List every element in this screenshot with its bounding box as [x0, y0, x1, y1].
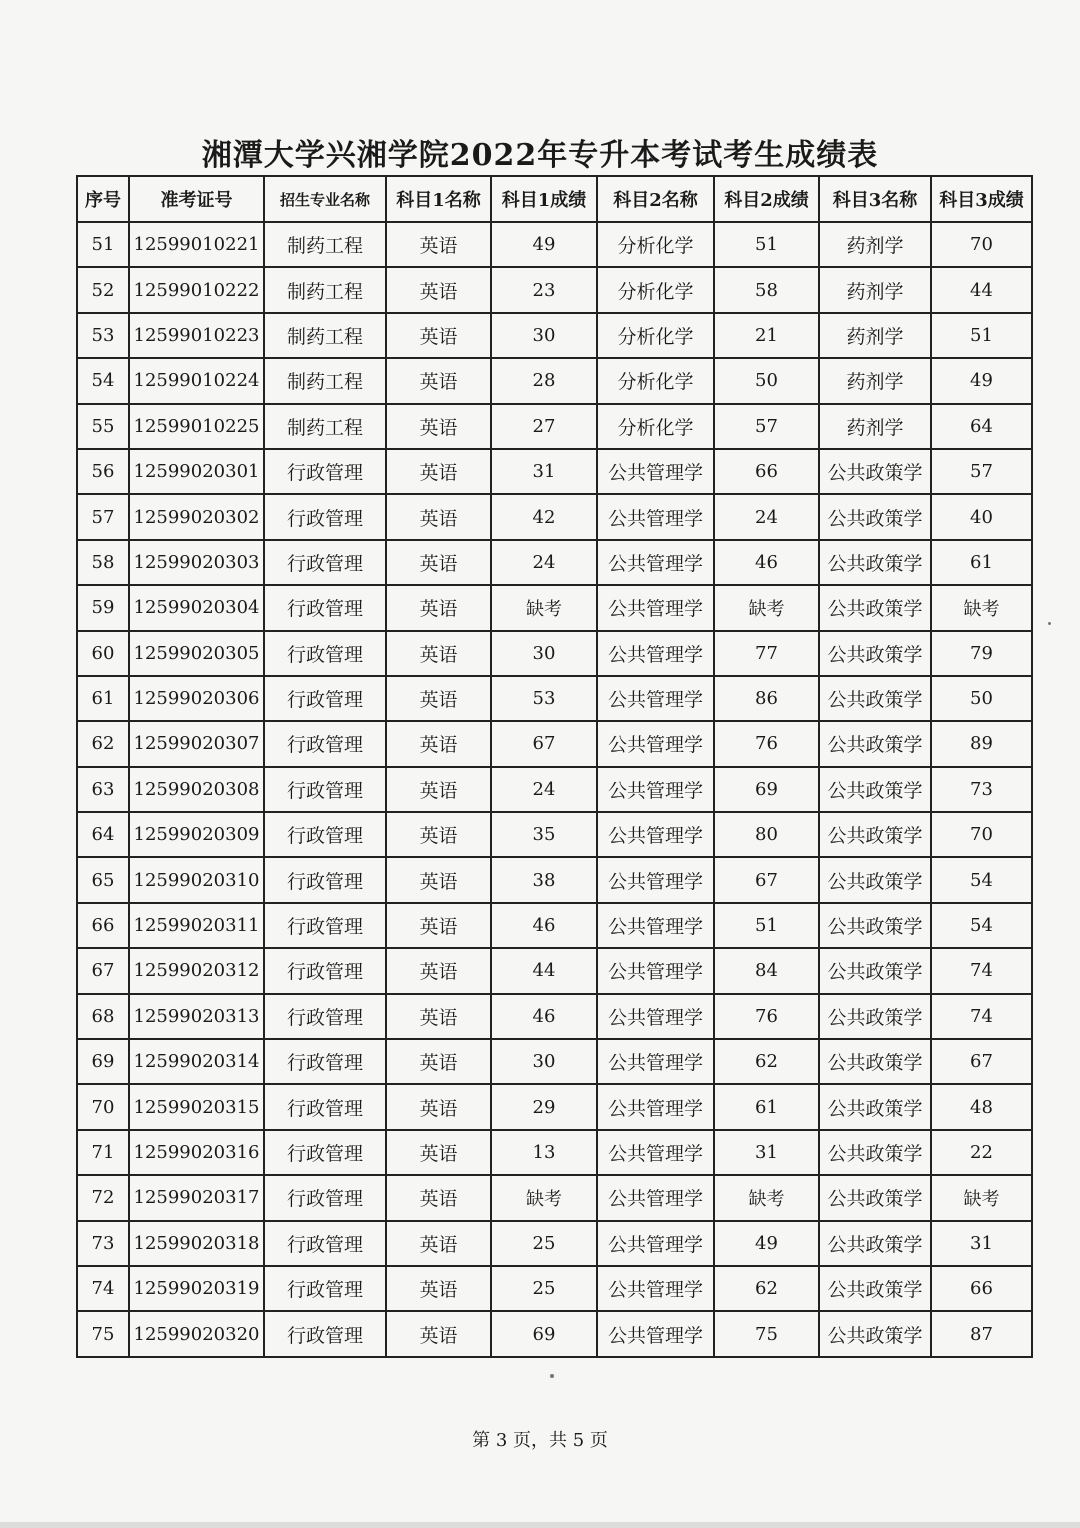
cell-subject1-score: 缺考	[491, 585, 597, 630]
cell-subject1-name: 英语	[386, 676, 491, 721]
cell-seq: 61	[77, 676, 129, 721]
cell-subject1-score: 24	[491, 540, 597, 585]
cell-exam-id: 12599020314	[129, 1039, 264, 1084]
table-row	[77, 631, 1032, 676]
table-row	[77, 222, 1032, 267]
cell-subject3-score: 51	[931, 313, 1032, 358]
cell-subject3-name: 药剂学	[819, 313, 931, 358]
cell-exam-id: 12599010225	[129, 404, 264, 449]
cell-subject3-name: 公共政策学	[819, 812, 931, 857]
cell-subject2-score: 51	[714, 222, 819, 267]
cell-subject1-name: 英语	[386, 449, 491, 494]
cell-subject1-score: 69	[491, 1311, 597, 1356]
cell-subject1-score: 46	[491, 903, 597, 948]
cell-exam-id: 12599020316	[129, 1130, 264, 1175]
scan-speck	[550, 1374, 554, 1378]
cell-subject2-name: 公共管理学	[597, 1130, 714, 1175]
cell-subject2-score: 缺考	[714, 1175, 819, 1220]
cell-subject3-score: 48	[931, 1084, 1032, 1129]
cell-subject1-score: 53	[491, 676, 597, 721]
cell-subject1-score: 31	[491, 449, 597, 494]
cell-subject1-name: 英语	[386, 1266, 491, 1311]
cell-subject3-name: 公共政策学	[819, 1175, 931, 1220]
cell-subject1-name: 英语	[386, 494, 491, 539]
cell-subject2-name: 公共管理学	[597, 631, 714, 676]
cell-exam-id: 12599010222	[129, 267, 264, 312]
cell-subject3-name: 公共政策学	[819, 1084, 931, 1129]
cell-subject2-score: 49	[714, 1221, 819, 1266]
header-subject2-name: 科目2名称	[597, 176, 714, 222]
cell-seq: 52	[77, 267, 129, 312]
table-row	[77, 449, 1032, 494]
cell-subject3-name: 公共政策学	[819, 721, 931, 766]
cell-major: 行政管理	[264, 585, 386, 630]
table-row	[77, 1311, 1032, 1356]
cell-subject3-score: 44	[931, 267, 1032, 312]
cell-subject3-name: 药剂学	[819, 267, 931, 312]
cell-subject2-score: 61	[714, 1084, 819, 1129]
cell-subject3-name: 公共政策学	[819, 449, 931, 494]
cell-subject2-score: 86	[714, 676, 819, 721]
table-row	[77, 1039, 1032, 1084]
cell-subject3-name: 公共政策学	[819, 1130, 931, 1175]
cell-major: 行政管理	[264, 494, 386, 539]
cell-subject1-name: 英语	[386, 222, 491, 267]
cell-subject1-score: 49	[491, 222, 597, 267]
cell-subject1-name: 英语	[386, 1175, 491, 1220]
table-row	[77, 994, 1032, 1039]
cell-major: 制药工程	[264, 404, 386, 449]
cell-subject2-score: 57	[714, 404, 819, 449]
cell-exam-id: 12599020307	[129, 721, 264, 766]
cell-subject3-name: 药剂学	[819, 404, 931, 449]
cell-exam-id: 12599010221	[129, 222, 264, 267]
cell-subject3-score: 73	[931, 767, 1032, 812]
cell-subject2-score: 76	[714, 994, 819, 1039]
cell-subject1-name: 英语	[386, 267, 491, 312]
cell-subject1-name: 英语	[386, 631, 491, 676]
cell-exam-id: 12599020312	[129, 948, 264, 993]
header-subject1-score: 科目1成绩	[491, 176, 597, 222]
cell-seq: 54	[77, 358, 129, 403]
cell-seq: 55	[77, 404, 129, 449]
cell-major: 行政管理	[264, 767, 386, 812]
table-row	[77, 1084, 1032, 1129]
header-seq: 序号	[77, 176, 129, 222]
table-row	[77, 948, 1032, 993]
cell-subject1-name: 英语	[386, 812, 491, 857]
cell-subject1-score: 28	[491, 358, 597, 403]
cell-seq: 69	[77, 1039, 129, 1084]
cell-subject1-name: 英语	[386, 313, 491, 358]
cell-subject3-name: 公共政策学	[819, 585, 931, 630]
cell-subject3-name: 公共政策学	[819, 1266, 931, 1311]
cell-subject1-score: 13	[491, 1130, 597, 1175]
cell-subject2-score: 84	[714, 948, 819, 993]
cell-subject2-name: 公共管理学	[597, 812, 714, 857]
cell-exam-id: 12599020318	[129, 1221, 264, 1266]
header-subject3-name: 科目3名称	[819, 176, 931, 222]
cell-subject3-name: 公共政策学	[819, 857, 931, 902]
cell-subject2-name: 公共管理学	[597, 994, 714, 1039]
table-row	[77, 721, 1032, 766]
cell-subject1-name: 英语	[386, 948, 491, 993]
page-number: 第 3 页，共 5 页	[472, 1430, 608, 1451]
cell-subject3-name: 公共政策学	[819, 540, 931, 585]
cell-exam-id: 12599020301	[129, 449, 264, 494]
cell-subject1-score: 25	[491, 1221, 597, 1266]
cell-subject3-score: 22	[931, 1130, 1032, 1175]
cell-subject3-name: 公共政策学	[819, 494, 931, 539]
cell-seq: 59	[77, 585, 129, 630]
cell-subject3-score: 79	[931, 631, 1032, 676]
cell-subject2-score: 77	[714, 631, 819, 676]
cell-subject2-name: 公共管理学	[597, 1084, 714, 1129]
cell-subject2-name: 公共管理学	[597, 857, 714, 902]
cell-seq: 71	[77, 1130, 129, 1175]
cell-subject3-name: 公共政策学	[819, 767, 931, 812]
cell-seq: 57	[77, 494, 129, 539]
cell-subject2-name: 公共管理学	[597, 903, 714, 948]
cell-seq: 73	[77, 1221, 129, 1266]
cell-seq: 56	[77, 449, 129, 494]
cell-subject3-score: 64	[931, 404, 1032, 449]
table-row	[77, 857, 1032, 902]
cell-subject1-name: 英语	[386, 857, 491, 902]
header-subject2-score: 科目2成绩	[714, 176, 819, 222]
header-subject1-name: 科目1名称	[386, 176, 491, 222]
cell-seq: 62	[77, 721, 129, 766]
cell-subject1-name: 英语	[386, 721, 491, 766]
table-row	[77, 494, 1032, 539]
cell-subject2-name: 公共管理学	[597, 767, 714, 812]
cell-seq: 60	[77, 631, 129, 676]
cell-subject2-name: 分析化学	[597, 404, 714, 449]
cell-major: 行政管理	[264, 948, 386, 993]
table-row	[77, 585, 1032, 630]
cell-subject1-name: 英语	[386, 540, 491, 585]
cell-subject3-score: 74	[931, 948, 1032, 993]
table-row	[77, 903, 1032, 948]
cell-subject2-score: 76	[714, 721, 819, 766]
table-row	[77, 313, 1032, 358]
cell-subject1-name: 英语	[386, 1221, 491, 1266]
cell-subject1-name: 英语	[386, 1039, 491, 1084]
table-row	[77, 267, 1032, 312]
cell-exam-id: 12599020305	[129, 631, 264, 676]
cell-subject3-score: 57	[931, 449, 1032, 494]
cell-seq: 64	[77, 812, 129, 857]
cell-subject1-name: 英语	[386, 1084, 491, 1129]
cell-seq: 65	[77, 857, 129, 902]
cell-subject2-score: 58	[714, 267, 819, 312]
cell-subject3-name: 公共政策学	[819, 1311, 931, 1356]
cell-subject3-score: 89	[931, 721, 1032, 766]
cell-subject2-score: 51	[714, 903, 819, 948]
cell-subject2-name: 公共管理学	[597, 1266, 714, 1311]
cell-subject2-score: 24	[714, 494, 819, 539]
table-row	[77, 1221, 1032, 1266]
cell-subject1-score: 缺考	[491, 1175, 597, 1220]
cell-subject2-score: 67	[714, 857, 819, 902]
cell-exam-id: 12599020317	[129, 1175, 264, 1220]
cell-seq: 72	[77, 1175, 129, 1220]
cell-subject1-name: 英语	[386, 767, 491, 812]
cell-subject3-score: 61	[931, 540, 1032, 585]
cell-subject2-name: 公共管理学	[597, 540, 714, 585]
cell-exam-id: 12599010224	[129, 358, 264, 403]
cell-exam-id: 12599020319	[129, 1266, 264, 1311]
scan-edge	[0, 1522, 1080, 1528]
cell-subject1-name: 英语	[386, 585, 491, 630]
header-major: 招生专业名称	[264, 176, 386, 222]
cell-subject3-score: 缺考	[931, 1175, 1032, 1220]
cell-seq: 51	[77, 222, 129, 267]
cell-exam-id: 12599020311	[129, 903, 264, 948]
cell-subject1-score: 44	[491, 948, 597, 993]
cell-subject3-score: 31	[931, 1221, 1032, 1266]
cell-subject3-name: 药剂学	[819, 358, 931, 403]
cell-subject3-name: 药剂学	[819, 222, 931, 267]
cell-subject3-name: 公共政策学	[819, 631, 931, 676]
cell-major: 行政管理	[264, 1130, 386, 1175]
cell-major: 行政管理	[264, 676, 386, 721]
cell-major: 制药工程	[264, 222, 386, 267]
cell-subject1-score: 30	[491, 1039, 597, 1084]
cell-subject2-score: 21	[714, 313, 819, 358]
table-body	[77, 222, 1032, 1357]
cell-major: 行政管理	[264, 1221, 386, 1266]
cell-subject2-name: 分析化学	[597, 267, 714, 312]
header-exam-id: 准考证号	[129, 176, 264, 222]
cell-subject1-score: 30	[491, 313, 597, 358]
table-row	[77, 1175, 1032, 1220]
header-subject3-score: 科目3成绩	[931, 176, 1032, 222]
cell-major: 行政管理	[264, 994, 386, 1039]
cell-subject3-name: 公共政策学	[819, 676, 931, 721]
table-row	[77, 767, 1032, 812]
cell-subject3-score: 74	[931, 994, 1032, 1039]
cell-subject3-name: 公共政策学	[819, 1221, 931, 1266]
table-row	[77, 1266, 1032, 1311]
cell-subject2-name: 公共管理学	[597, 676, 714, 721]
cell-seq: 74	[77, 1266, 129, 1311]
table-row	[77, 404, 1032, 449]
cell-subject3-name: 公共政策学	[819, 994, 931, 1039]
cell-subject2-score: 75	[714, 1311, 819, 1356]
cell-major: 行政管理	[264, 903, 386, 948]
cell-major: 行政管理	[264, 540, 386, 585]
cell-subject3-score: 缺考	[931, 585, 1032, 630]
cell-subject2-score: 80	[714, 812, 819, 857]
cell-major: 行政管理	[264, 1084, 386, 1129]
cell-seq: 53	[77, 313, 129, 358]
cell-exam-id: 12599020306	[129, 676, 264, 721]
cell-subject1-score: 24	[491, 767, 597, 812]
cell-subject1-score: 42	[491, 494, 597, 539]
cell-exam-id: 12599020303	[129, 540, 264, 585]
table-row	[77, 676, 1032, 721]
cell-exam-id: 12599020302	[129, 494, 264, 539]
cell-subject3-name: 公共政策学	[819, 903, 931, 948]
cell-exam-id: 12599010223	[129, 313, 264, 358]
cell-major: 行政管理	[264, 449, 386, 494]
cell-major: 制药工程	[264, 358, 386, 403]
table-row	[77, 358, 1032, 403]
cell-subject1-score: 27	[491, 404, 597, 449]
cell-major: 行政管理	[264, 721, 386, 766]
cell-subject1-name: 英语	[386, 1311, 491, 1356]
cell-exam-id: 12599020320	[129, 1311, 264, 1356]
cell-exam-id: 12599020313	[129, 994, 264, 1039]
cell-subject2-name: 公共管理学	[597, 1039, 714, 1084]
cell-major: 制药工程	[264, 267, 386, 312]
score-table	[76, 175, 1033, 1358]
document-title: 湘潭大学兴湘学院2022年专升本考试考生成绩表	[201, 138, 879, 173]
cell-subject1-score: 35	[491, 812, 597, 857]
table-row	[77, 812, 1032, 857]
cell-seq: 70	[77, 1084, 129, 1129]
cell-seq: 67	[77, 948, 129, 993]
cell-subject1-name: 英语	[386, 903, 491, 948]
cell-seq: 63	[77, 767, 129, 812]
cell-subject3-score: 54	[931, 903, 1032, 948]
cell-subject3-score: 50	[931, 676, 1032, 721]
cell-major: 行政管理	[264, 812, 386, 857]
cell-subject2-name: 分析化学	[597, 358, 714, 403]
cell-subject1-score: 38	[491, 857, 597, 902]
cell-subject1-name: 英语	[386, 1130, 491, 1175]
cell-subject2-score: 62	[714, 1266, 819, 1311]
cell-subject1-score: 29	[491, 1084, 597, 1129]
cell-subject3-score: 70	[931, 812, 1032, 857]
cell-seq: 58	[77, 540, 129, 585]
cell-subject2-name: 公共管理学	[597, 948, 714, 993]
cell-subject3-name: 公共政策学	[819, 1039, 931, 1084]
cell-subject2-score: 31	[714, 1130, 819, 1175]
cell-major: 行政管理	[264, 1266, 386, 1311]
table-row	[77, 540, 1032, 585]
cell-subject1-score: 23	[491, 267, 597, 312]
scan-speck	[1048, 622, 1051, 625]
cell-major: 行政管理	[264, 1311, 386, 1356]
cell-major: 行政管理	[264, 857, 386, 902]
cell-subject2-score: 50	[714, 358, 819, 403]
cell-subject2-name: 公共管理学	[597, 1175, 714, 1220]
cell-exam-id: 12599020310	[129, 857, 264, 902]
cell-subject1-name: 英语	[386, 358, 491, 403]
cell-subject3-score: 40	[931, 494, 1032, 539]
cell-major: 行政管理	[264, 1175, 386, 1220]
cell-subject1-score: 30	[491, 631, 597, 676]
table-header-row	[77, 176, 1032, 222]
cell-subject2-name: 公共管理学	[597, 449, 714, 494]
table-row	[77, 1130, 1032, 1175]
cell-seq: 68	[77, 994, 129, 1039]
cell-subject1-name: 英语	[386, 404, 491, 449]
cell-subject3-score: 87	[931, 1311, 1032, 1356]
cell-major: 行政管理	[264, 1039, 386, 1084]
cell-subject2-score: 缺考	[714, 585, 819, 630]
cell-subject1-score: 67	[491, 721, 597, 766]
cell-subject1-score: 46	[491, 994, 597, 1039]
cell-subject2-name: 公共管理学	[597, 721, 714, 766]
cell-subject2-score: 62	[714, 1039, 819, 1084]
cell-subject1-name: 英语	[386, 994, 491, 1039]
cell-subject2-name: 公共管理学	[597, 494, 714, 539]
cell-subject3-score: 54	[931, 857, 1032, 902]
cell-exam-id: 12599020309	[129, 812, 264, 857]
cell-subject3-score: 66	[931, 1266, 1032, 1311]
cell-subject2-score: 69	[714, 767, 819, 812]
cell-subject2-name: 公共管理学	[597, 1221, 714, 1266]
cell-exam-id: 12599020304	[129, 585, 264, 630]
cell-major: 行政管理	[264, 631, 386, 676]
cell-subject2-name: 分析化学	[597, 313, 714, 358]
cell-subject2-score: 46	[714, 540, 819, 585]
cell-subject3-name: 公共政策学	[819, 948, 931, 993]
cell-exam-id: 12599020315	[129, 1084, 264, 1129]
cell-subject2-name: 分析化学	[597, 222, 714, 267]
cell-subject2-score: 66	[714, 449, 819, 494]
cell-subject2-name: 公共管理学	[597, 1311, 714, 1356]
cell-subject3-score: 67	[931, 1039, 1032, 1084]
cell-subject2-name: 公共管理学	[597, 585, 714, 630]
cell-exam-id: 12599020308	[129, 767, 264, 812]
cell-subject3-score: 70	[931, 222, 1032, 267]
cell-subject3-score: 49	[931, 358, 1032, 403]
cell-seq: 66	[77, 903, 129, 948]
cell-subject1-score: 25	[491, 1266, 597, 1311]
cell-major: 制药工程	[264, 313, 386, 358]
cell-seq: 75	[77, 1311, 129, 1356]
